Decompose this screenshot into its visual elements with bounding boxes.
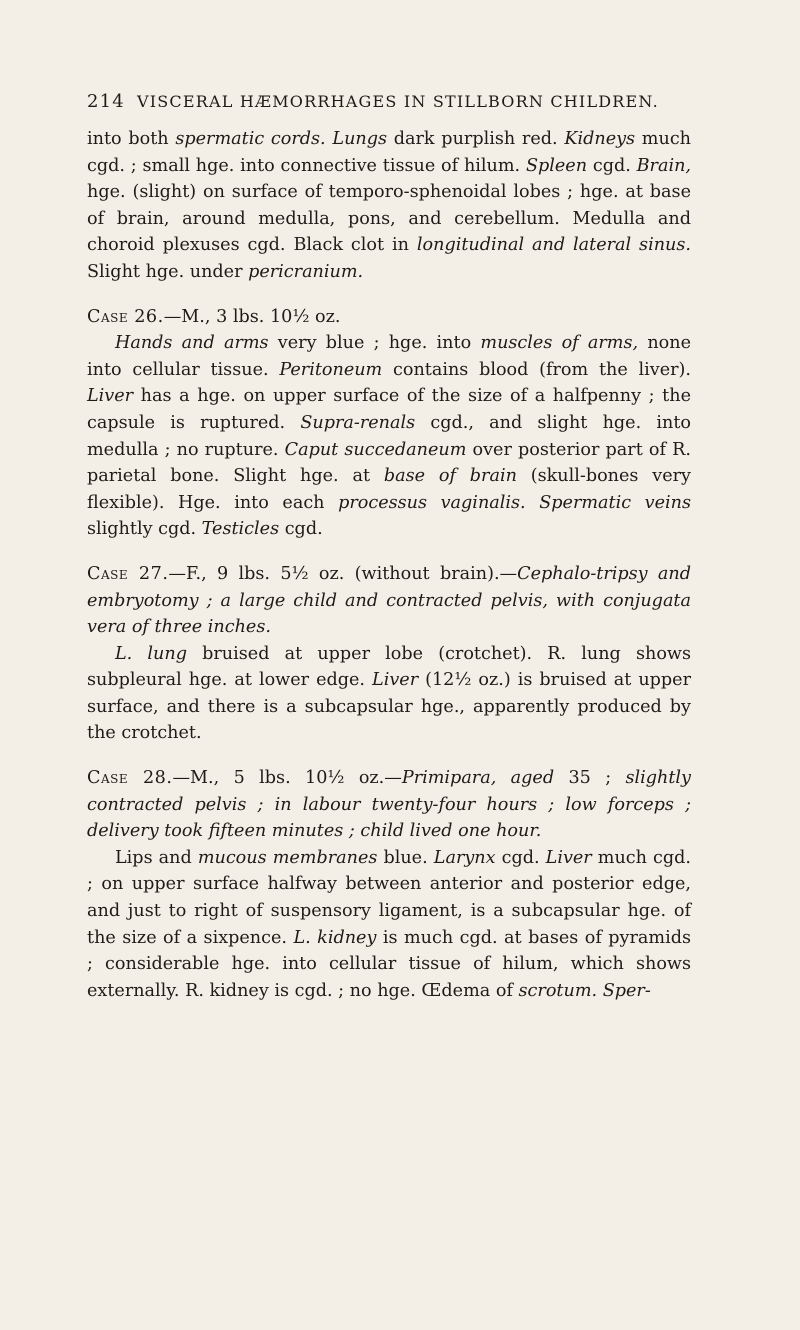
text-run: Slight hge. under	[87, 261, 249, 282]
text-run: hge. (slight) on surface of temporo-sphenoidal lobes ; hge. at base of brain, around medulla, pons, and cerebellum. Medulla and choroid plexuses cgd. Black clot in	[87, 182, 691, 256]
text-run: cgd.	[587, 155, 637, 176]
italic-term: base of brain	[383, 466, 517, 487]
text-run: none into cellular tissue.	[87, 333, 691, 380]
italic-term: mucous membranes	[197, 847, 378, 868]
text-run: (12½ oz.) is bruised at upper surface, and there is a subcapsular hge., apparently produced by the crotchet.	[87, 670, 692, 744]
text-run: (skull-bones very flexible). Hge. into each	[87, 466, 691, 513]
text-run: much cgd. ; on upper surface halfway between anterior and posterior edge, and just to right of suspensory ligament, is a subcapsular hge. of the size of a sixpence.	[87, 847, 692, 948]
italic-term: Supra-renals	[300, 412, 416, 433]
running-head	[87, 88, 691, 116]
italic-term: Liver	[87, 386, 134, 407]
paragraph	[87, 330, 691, 543]
text-run: has a hge. on upper surface of the size of a halfpenny ; the capsule is ruptured.	[87, 386, 691, 433]
italic-term: longitudinal and lateral sinus.	[416, 235, 691, 256]
italic-term: L. lung	[115, 643, 187, 664]
text-run: cgd., and slight hge. into medulla ; no rupture.	[87, 412, 691, 460]
text-run: over posterior part of R. parietal bone. Slight hge. at	[87, 439, 691, 487]
italic-term: Cephalo-tripsy and embryotomy ; a large child and contracted pelvis, with conjugata vera of three inches.	[87, 563, 692, 638]
italic-term: Liver	[372, 670, 419, 691]
text-run: —M., 3 lbs. 10½ oz.	[163, 306, 341, 327]
text-run: contains blood (from the liver).	[382, 359, 691, 380]
text-run: into both	[87, 129, 176, 149]
italic-term: Spleen	[525, 155, 588, 176]
italic-term: pericranium.	[248, 261, 364, 282]
text-run: Lips and	[115, 847, 198, 868]
italic-term: Caput succedaneum	[284, 439, 467, 460]
book-page	[87, 88, 691, 1004]
italic-term: slightly contracted pelvis ; in labour twenty-four hours ; low forceps ; delivery took fifteen minutes ; child lived one hour.	[87, 768, 691, 842]
italic-term: Sper-	[602, 980, 651, 1001]
text-run: blue.	[377, 847, 434, 868]
italic-term: scrotum.	[518, 980, 598, 1001]
italic-term: Peritoneum	[279, 359, 383, 380]
italic-term: processus vaginalis.	[338, 492, 526, 513]
text-run: cgd.	[495, 847, 546, 868]
italic-term: muscles of arms,	[480, 333, 639, 354]
text-run: slightly cgd.	[87, 519, 202, 540]
paragraph	[87, 641, 691, 747]
body-text	[87, 126, 691, 1004]
text-run: is much cgd. at bases of pyramids ; considerable hge. into cellular tissue of hilum, which shows externally. R. kidney is cgd. ; no hge. Œdema of	[87, 927, 691, 1001]
text-run: dark purplish red.	[387, 129, 565, 149]
italic-term: L. kidney	[293, 927, 377, 948]
italic-term: Brain,	[636, 155, 691, 176]
running-title: VISCERAL HÆMORRHAGES IN STILLBORN CHILDREN.	[136, 92, 659, 111]
italic-term: Spermatic veins	[539, 492, 692, 513]
text-run: much cgd. ; small hge. into connective tissue of hilum.	[87, 129, 692, 176]
italic-term: Testicles	[201, 519, 280, 540]
case-number: Case 28.	[87, 768, 173, 789]
page-number: 214	[87, 91, 125, 112]
text-run: —F., 9 lbs. 5½ oz. (without brain).—	[168, 563, 518, 584]
text-run	[526, 493, 540, 513]
italic-term: Liver	[545, 847, 592, 868]
italic-term: spermatic cords.	[175, 129, 326, 149]
text-run: very blue ; hge. into	[268, 333, 481, 354]
italic-term: Hands and arms	[115, 333, 269, 354]
text-run: 35 ;	[554, 768, 626, 789]
italic-term: Kidneys	[564, 129, 636, 149]
italic-term: Primipara, aged	[401, 768, 555, 789]
text-run: bruised at upper lobe (crotchet). R. lung shows subpleural hge. at lower edge.	[87, 643, 691, 691]
case-heading	[87, 765, 691, 845]
italic-term: Lungs	[332, 129, 388, 149]
paragraph	[87, 845, 691, 1005]
case-heading	[87, 561, 691, 641]
italic-term: Larynx	[433, 847, 496, 868]
case-number: Case 26.	[87, 306, 164, 327]
case-heading	[87, 304, 691, 331]
paragraph	[87, 126, 691, 286]
text-run: cgd.	[279, 519, 323, 540]
text-run: —M., 5 lbs. 10½ oz.—	[172, 768, 402, 789]
case-number: Case 27.	[87, 563, 169, 584]
